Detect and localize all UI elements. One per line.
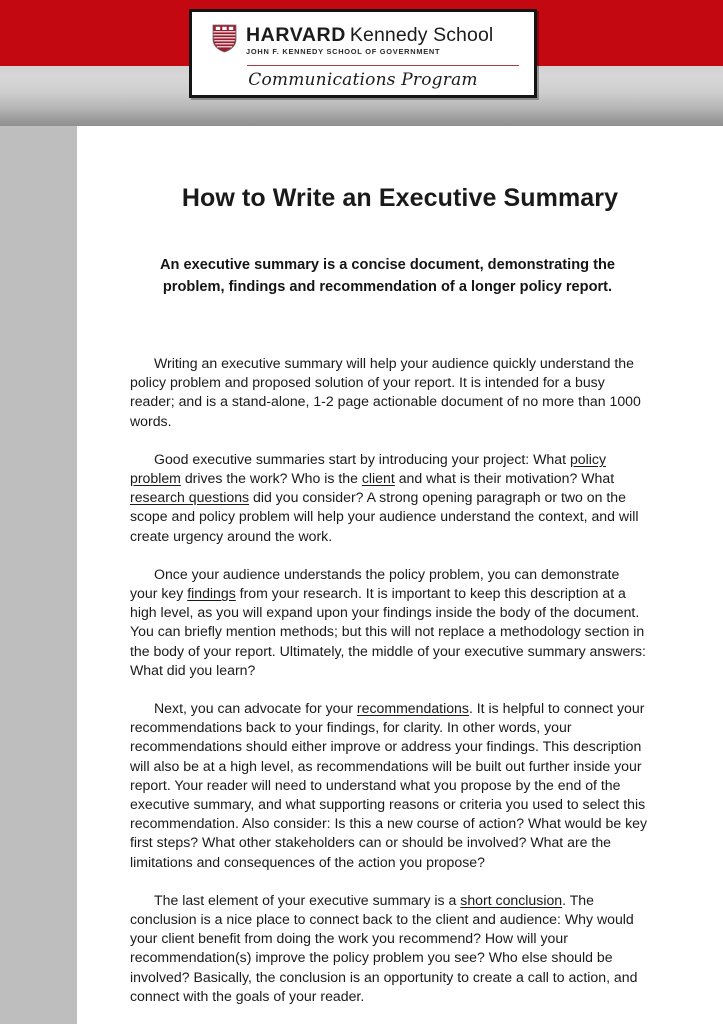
header-banner (0, 0, 723, 126)
underlined-term: recommendations (356, 700, 469, 717)
underlined-term: policy problem (130, 450, 606, 487)
wordmark-block (246, 24, 493, 56)
page-title: How to Write an Executive Summary (181, 183, 619, 212)
document-body (130, 354, 648, 1006)
text-run: Writing an executive summary will help your audience quickly understand the policy problem and proposed solution of your report. It is intended for a busy reader; and is a stand-alone, 1-2 page actionable document of no more than 1000 words. (130, 355, 641, 429)
underlined-term: short conclusion (460, 891, 563, 908)
underlined-term: client (361, 470, 395, 487)
underlined-term: findings (187, 585, 236, 602)
body-paragraph-conclusion (130, 891, 648, 1006)
text-run: Next, you can advocate for your (154, 700, 357, 717)
logo-divider-rule (247, 65, 519, 66)
wordmark-kennedy-school: Kennedy School (349, 24, 494, 46)
body-paragraph-findings (130, 565, 648, 680)
logo-wordmark-row (212, 24, 493, 56)
text-run: Once your audience understands the policy problem, you can demonstrate your key (130, 565, 620, 602)
body-paragraph-intro (130, 354, 648, 431)
text-run: The last element of your executive summary is a (154, 891, 461, 908)
text-run: . The conclusion is a nice place to connect back to the client and audience: Why would your client benefit from doing the work you recommend? How will your recommendation(s) improve the policy problem you see? Who else should be involved? Basically, the conclusion is an opportunity to create a call to action, and connect with the goals of your reader. (130, 891, 638, 1004)
harvard-shield-icon (212, 24, 237, 53)
underlined-term: research questions (130, 489, 250, 506)
wordmark (246, 25, 493, 45)
body-paragraph-recommendations (130, 699, 648, 872)
document-lede: An executive summary is a concise document, demonstrating the problem, findings and recommendation of a longer policy report. (160, 257, 615, 295)
text-run: drives the work? Who is the (180, 470, 362, 487)
text-run: and what is their motivation? What (394, 470, 615, 487)
logo-tagline: JOHN F. KENNEDY SCHOOL OF GOVERNMENT (246, 47, 441, 56)
text-run: from your research. It is important to keep this description at a high level, as you will expand upon your findings inside the body of the document. You can briefly mention methods; but this will not replace a methodology section in the body of your report. Ultimately, the middle of your executive summary answers: What did you learn? (130, 585, 646, 678)
logo-program-name: Communications Program (248, 70, 478, 90)
left-margin-bar (0, 126, 77, 1024)
text-run: . It is helpful to connect your recommendations back to your findings, for clarity. In other words, your recommendations should either improve or address your findings. This description will also be at a high level, as recommendations will be built out further inside your report. Your reader will need to understand what you propose by the end of the executive summary, and what supporting reasons or criteria you used to select this recommendation. Also consider: Is this a new course of action? What would be key first steps? What other stakeholders can or should be involved? What are the limitations and consequences of the action you propose? (130, 700, 648, 870)
wordmark-harvard: HARVARD (246, 24, 346, 46)
body-paragraph-opening (130, 450, 648, 546)
shield-books-icon (216, 27, 234, 31)
harvard-kennedy-school-logo-plaque (189, 9, 537, 98)
text-run: did you consider? A strong opening paragraph or two on the scope and policy problem will help your audience understand the context, and will create urgency around the work. (130, 489, 639, 544)
document-page (77, 126, 723, 1024)
text-run: Good executive summaries start by introducing your project: What (154, 450, 570, 467)
